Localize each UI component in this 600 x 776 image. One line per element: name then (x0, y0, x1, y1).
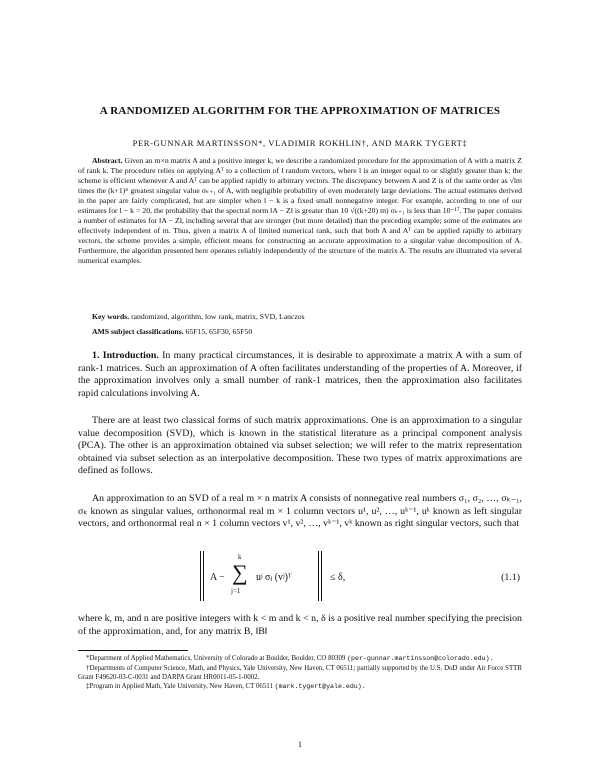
abstract-label: Abstract. (92, 156, 123, 165)
footnote-3 (78, 683, 522, 692)
footnote-1-email[interactable]: (per-gunnar.martinsson@colorado.edu). (347, 655, 494, 662)
author-list: PER-GUNNAR MARTINSSON*, VLADIMIR ROKHLIN†, AND MARK TYGERT‡ (132, 138, 468, 148)
equation-number: (1.1) (501, 572, 520, 583)
footnotes (78, 655, 522, 693)
footnote-rule (78, 650, 188, 651)
page-number: 1 (298, 740, 302, 749)
equation-rhs: ≤ δ, (330, 572, 346, 583)
intro-paragraph-2: There are at least two classical forms of such matrix approximations. One is an approximation to a singular value decomposition (SVD), which is known in the statistical literature as a principal component analysis (PCA). The other is an approximation obtained via subset selection; we will refer to the matrix representation obtained via subset selection as an interpolative decomposition. These two types of matrix approximations are defined as follows. (78, 415, 522, 477)
norm-bar-right (321, 551, 322, 601)
paper-title: A RANDOMIZED ALGORITHM FOR THE APPROXIMATION OF MATRICES (99, 105, 501, 117)
keywords-text: randomized, algorithm, low rank, matrix, SVD, Lanczos (131, 312, 305, 321)
abstract-text: Given an m×n matrix A and a positive integer k, we describe a randomized procedure for the approximation of A with a matrix Z of rank k. The procedure relies on applying Aᵀ to a collection of l random vectors, where l is an integer equal to or slightly greater than k; the scheme is efficient whenever A and Aᵀ can be applied rapidly to arbitrary vectors. The discrepancy between A and Z is of the same order as √lm times the (k+1)ˢᵗ greatest singular value σₖ₊₁ of A, with negligible probability of even moderately large deviations. The actual estimates derived in the paper are fairly complicated, but are simpler when l − k is a fixed small nonnegative integer. For example, according to one of our estimates for l − k = 20, the probability that the spectral norm ‖A − Z‖ is greater than 10 √((k+20) m) σₖ₊₁ is less than 10⁻¹⁷. The paper contains a number of estimates for ‖A − Z‖, including several that are stronger (but more detailed) than the preceding example; some of the estimates are effectively independent of m. Thus, given a matrix A of limited numerical rank, such that both A and Aᵀ can be applied rapidly to arbitrary vectors, the scheme provides a simple, efficient means for constructing an accurate approximation to a singular value decomposition of A. Furthermore, the algorithm presented here operates reliably independently of the structure of the matrix A. The results are illustrated via several numerical examples. (78, 156, 523, 266)
sum-upper-limit: k (238, 553, 242, 561)
norm-bar-right-inner (318, 551, 319, 601)
intro-paragraph-1-text: In many practical circumstances, it is desirable to approximate a matrix A with a sum of rank-1 matrices. Such an approximation of A often facilitates understanding of the properties of A. Moreover, if the approximation involves only a small number of rank-1 matrices, then the approximation also facilitates rapid calculations involving A. (78, 350, 523, 399)
equation-1-1 (200, 551, 520, 605)
intro-paragraph-3: An approximation to an SVD of a real m × n matrix A consists of nonnegative real numbers σ₁, σ₂, …, σₖ₋₁, σₖ known as singular values, orthonormal real m × 1 column vectors u¹, u², …, uᵏ⁻¹, uᵏ known as left singular vectors, and orthonormal real n × 1 column vectors v¹, v², …, vᵏ⁻¹, vᵏ known as right singular vectors, such that (78, 493, 522, 530)
equation-lhs: A − (210, 572, 225, 583)
sum-sign: ∑ (232, 560, 248, 585)
keywords (78, 312, 522, 321)
footnote-3-email[interactable]: (mark.tygert@yale.edu). (274, 683, 366, 691)
ams-classifications (78, 327, 522, 336)
norm-bar-left (200, 551, 201, 601)
norm-bar-left-inner (203, 551, 204, 601)
keywords-label: Key words. (92, 312, 130, 321)
intro-paragraph-4: where k, m, and n are positive integers with k < m and k < n, δ is a positive real number specifying the precision of the approximation, and, for any matrix B, ‖B‖ (78, 613, 522, 637)
footnote-1 (78, 655, 522, 664)
section-heading: 1. Introduction. (92, 350, 159, 361)
ams-text: 65F15, 65F30, 65F50 (185, 327, 253, 336)
footnote-3-text: ‡Program in Applied Math, Yale University, New Haven, CT 06511 (86, 683, 273, 691)
footnote-2: †Departments of Computer Science, Math, and Physics, Yale University, New Haven, CT 06511; partially supported by the U.S. DoD under Air Force STTR Grant F49620-03-C-0031 and DARPA Grant HR0011-05-1-0002. (78, 664, 522, 681)
abstract (78, 156, 522, 267)
equation-summand: uʲ σⱼ (vʲ)ᵀ (256, 572, 292, 583)
intro-paragraph-1 (78, 350, 522, 400)
ams-label: AMS subject classifications. (92, 327, 184, 336)
sum-lower-limit: j=1 (231, 587, 241, 595)
footnote-1-text: *Department of Applied Mathematics, University of Colorado at Boulder, Boulder, CO 80309 (86, 655, 346, 662)
